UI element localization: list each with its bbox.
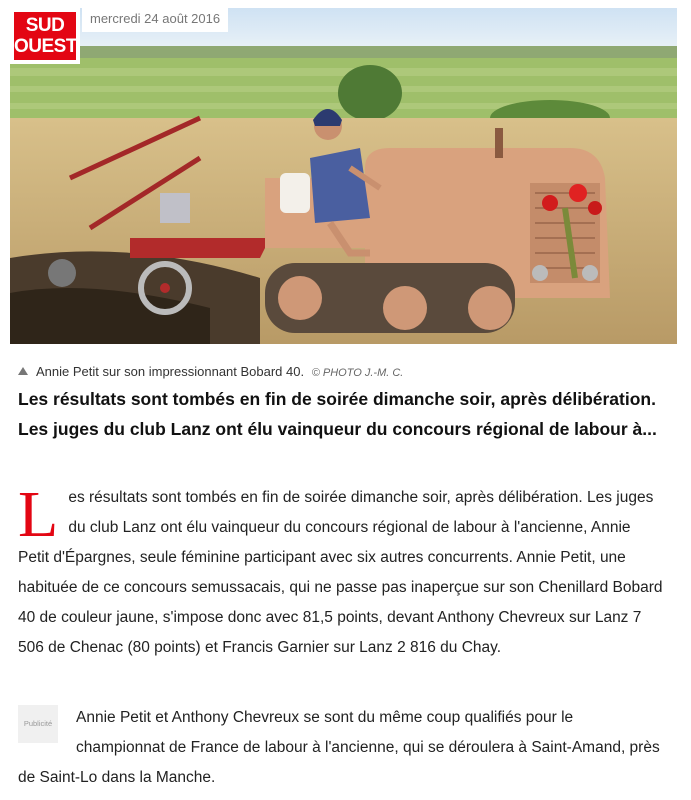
article-paragraph-2 (18, 703, 664, 793)
logo-text: SUD OUEST (14, 12, 76, 60)
photo-caption (18, 364, 403, 379)
caption-text: Annie Petit sur son impressionnant Bobard 40. (36, 364, 305, 379)
paragraph-1-text: es résultats sont tombés en fin de soirée dimanche soir, après délibération. Les juges du club Lanz ont élu vainqueur du concours régional de labour à l'ancienne, Annie Petit d'Épargnes, seule féminine participant avec six autres concurrents. Annie Petit, une habituée de ce concours semussacais, qui ne passe pas inaperçue sur son Chenillard Bobard 40 de couleur jaune, s'impose donc avec 81,5 points, devant Anthony Chevreux sur Lanz 7 506 de Chenac (80 points) et Francis Garnier sur Lanz 2 816 du Chay. (18, 489, 663, 656)
drop-cap: L (18, 478, 59, 551)
tractor-photo-illustration (10, 8, 677, 344)
paragraph-2-text: Annie Petit et Anthony Chevreux se sont du même coup qualifiés pour le championnat de France de labour à l'ancienne, qui se déroulera à Saint-Amand, près de Saint-Lo dans la Manche. (18, 709, 660, 786)
article-photo[interactable] (10, 8, 677, 344)
ad-placeholder[interactable]: Publicité (18, 705, 58, 743)
photo-credit: © PHOTO J.-M. C. (311, 367, 404, 379)
publication-date: mercredi 24 août 2016 (82, 8, 228, 32)
triangle-up-icon (18, 367, 28, 375)
article-lead: Les résultats sont tombés en fin de soirée dimanche soir, après délibération. Les juges du club Lanz ont élu vainqueur du concours régional de labour à... (18, 389, 657, 439)
sud-ouest-logo[interactable] (10, 8, 80, 64)
article-paragraph-1 (18, 478, 664, 663)
